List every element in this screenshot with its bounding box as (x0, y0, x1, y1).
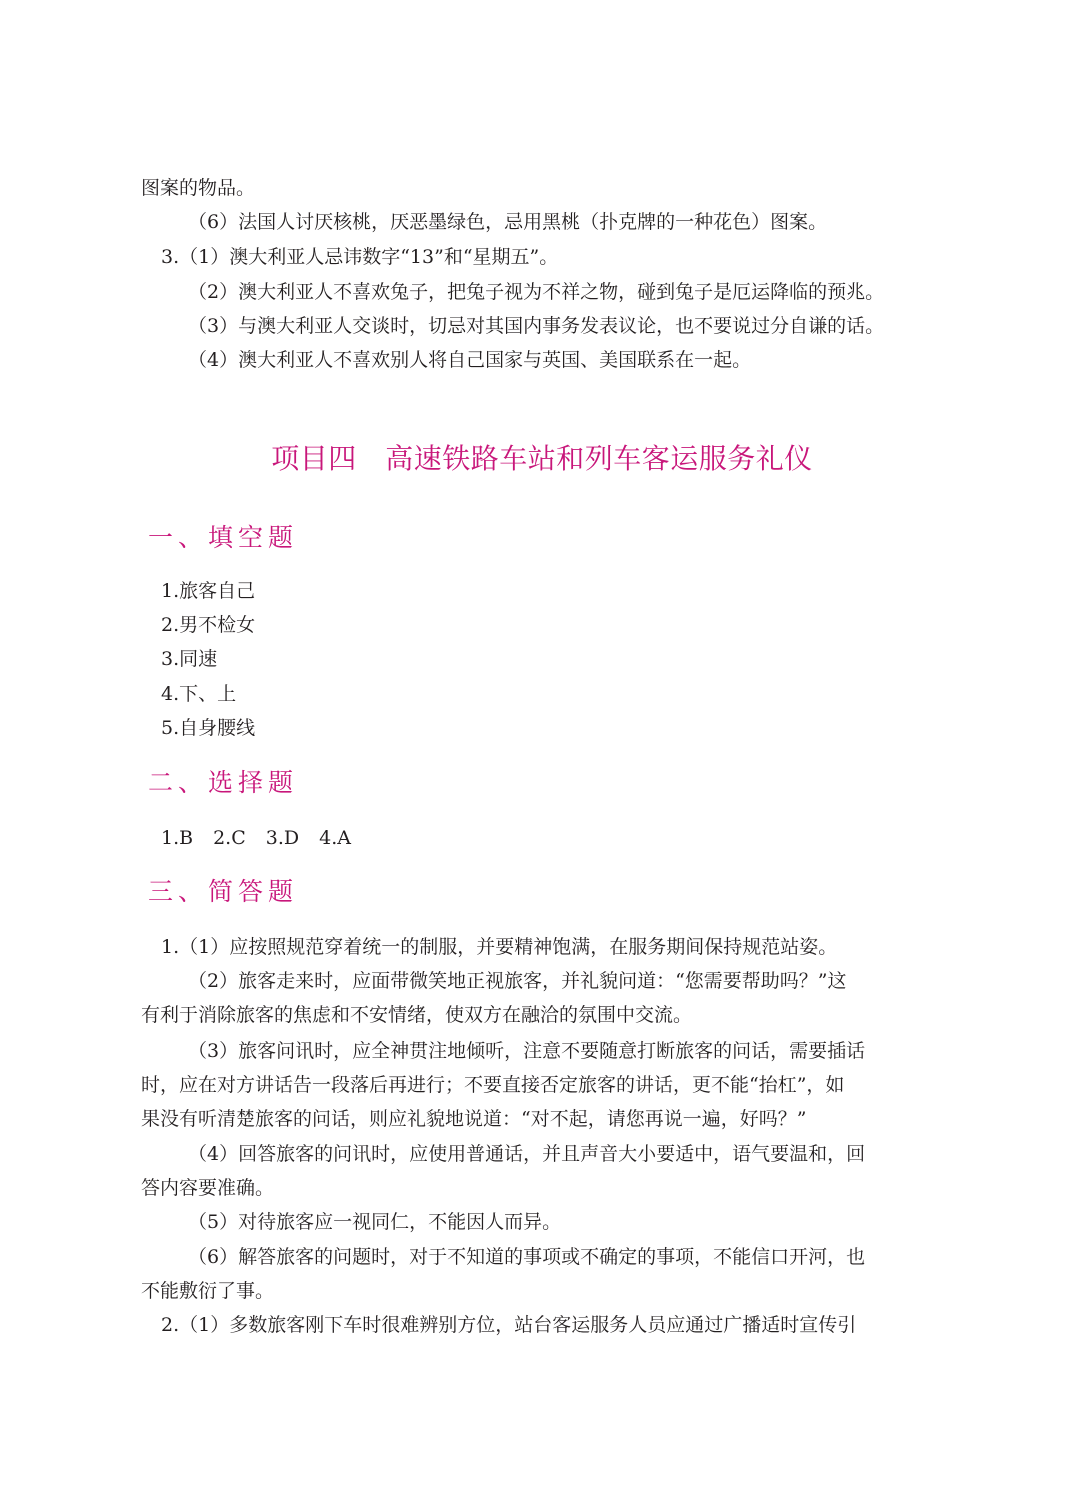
text-line: 3.（1）澳大利亚人忌讳数字“13”和“星期五”。 (161, 246, 559, 268)
list-item: 1.旅客自己 (161, 580, 256, 602)
answer-row (161, 826, 371, 850)
text-line: （3）与澳大利亚人交谈时，切忌对其国内事务发表议论，也不要说过分自谦的话。 (188, 315, 885, 337)
list-item: 4.下、上 (161, 683, 237, 705)
text-line: （2）旅客走来时，应面带微笑地正视旅客，并礼貌问道：“您需要帮助吗？”这 (188, 970, 847, 992)
answer-item: 2.C (213, 827, 246, 849)
section-heading-fill-blank: 一、填空题 (148, 523, 299, 552)
text-line: （2）澳大利亚人不喜欢兔子，把兔子视为不祥之物，碰到兔子是厄运降临的预兆。 (188, 281, 885, 303)
text-line: 1.（1）应按照规范穿着统一的制服，并要精神饱满，在服务期间保持规范站姿。 (161, 936, 838, 958)
text-line: （6）法国人讨厌核桃，厌恶墨绿色，忌用黑桃（扑克牌的一种花色）图案。 (188, 211, 828, 233)
text-line: （4）回答旅客的问讯时，应使用普通话，并且声音大小要适中，语气要温和，回 (188, 1143, 866, 1165)
list-item: 2.男不检女 (161, 614, 256, 636)
text-line: 不能敷衍了事。 (141, 1280, 275, 1302)
text-line: 有利于消除旅客的焦虑和不安情绪，使双方在融洽的氛围中交流。 (141, 1004, 693, 1026)
text-line: 图案的物品。 (141, 177, 256, 199)
answer-item: 4.A (319, 827, 351, 849)
text-line: （3）旅客问讯时，应全神贯注地倾听，注意不要随意打断旅客的问话，需要插话 (188, 1040, 866, 1062)
section-heading-multiple-choice: 二、选择题 (148, 768, 299, 797)
text-line: 答内容要准确。 (141, 1177, 275, 1199)
text-line: 2.（1）多数旅客刚下车时很难辨别方位，站台客运服务人员应通过广播适时宣传引 (161, 1314, 857, 1336)
text-line: （5）对待旅客应一视同仁，不能因人而异。 (188, 1211, 562, 1233)
text-line: （4）澳大利亚人不喜欢别人将自己国家与英国、美国联系在一起。 (188, 349, 752, 371)
list-item: 3.同速 (161, 648, 218, 670)
answer-item: 1.B (161, 827, 194, 849)
text-line: 时，应在对方讲话告一段落后再进行；不要直接否定旅客的讲话，更不能“抬杠”，如 (141, 1074, 845, 1096)
text-line: 果没有听清楚旅客的问话，则应礼貌地说道：“对不起，请您再说一遍，好吗？” (141, 1108, 807, 1130)
section-heading-short-answer: 三、简答题 (148, 877, 299, 906)
list-item: 5.自身腰线 (161, 717, 256, 739)
project-title: 项目四 高速铁路车站和列车客运服务礼仪 (271, 442, 813, 475)
answer-item: 3.D (265, 827, 300, 849)
text-line: （6）解答旅客的问题时，对于不知道的事项或不确定的事项，不能信口开河，也 (188, 1246, 866, 1268)
